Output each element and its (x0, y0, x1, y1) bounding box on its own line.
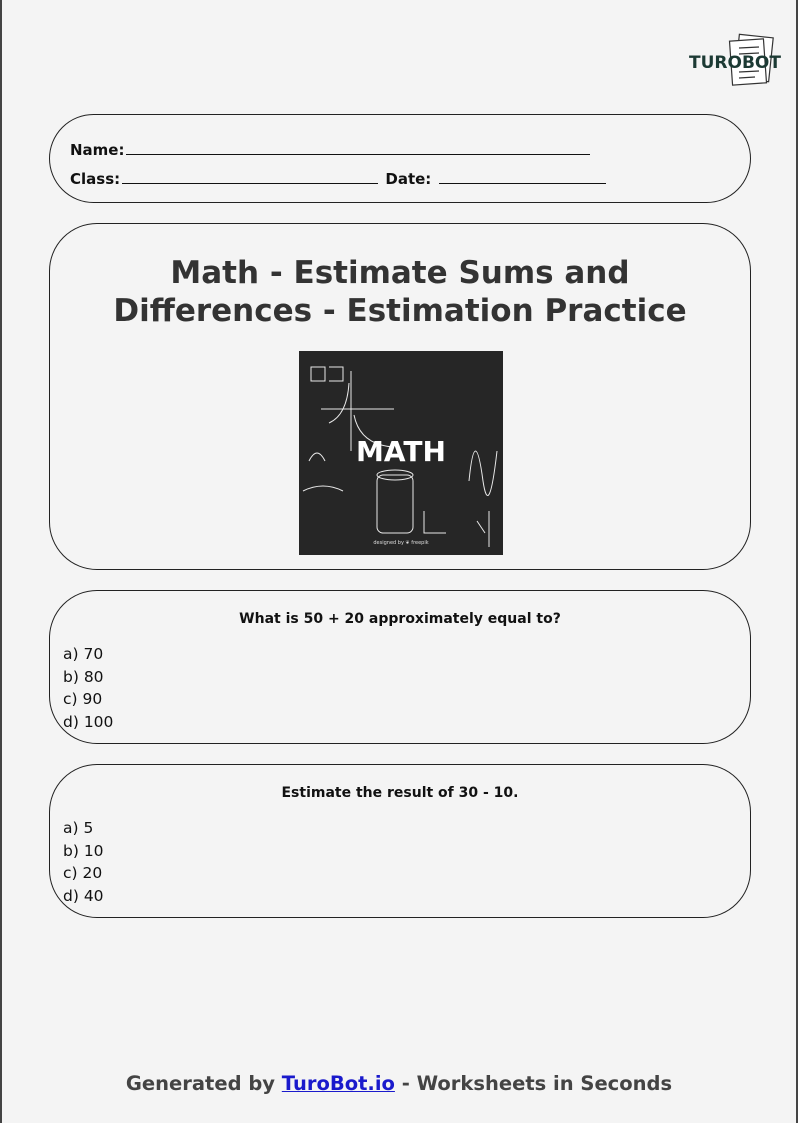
option-a[interactable]: a) 5 (63, 819, 94, 837)
title-line-2: Differences - Estimation Practice (113, 293, 687, 329)
math-word: MATH (356, 435, 446, 468)
option-b[interactable]: b) 80 (63, 667, 104, 686)
name-label: Name: (70, 141, 125, 159)
footer-prefix: Generated by (125, 1072, 282, 1095)
class-input-line[interactable] (122, 169, 378, 184)
image-credit: designed by ❦ freepik (373, 540, 429, 546)
option-a[interactable]: a) 70 (63, 645, 104, 663)
option-b[interactable]: b) 10 (63, 841, 104, 860)
worksheet-title (50, 254, 750, 330)
name-row (70, 140, 590, 159)
question-card-2 (49, 764, 751, 918)
student-info-box (49, 114, 751, 203)
date-label: Date: (385, 170, 432, 188)
option-c[interactable]: c) 20 (63, 864, 103, 883)
footer (2, 1072, 796, 1095)
class-date-row (70, 169, 606, 188)
answer-options (63, 643, 113, 734)
title-box (49, 223, 751, 570)
name-input-line[interactable] (126, 140, 590, 155)
option-c[interactable]: c) 90 (63, 690, 103, 709)
date-input-line[interactable] (439, 169, 606, 184)
class-label: Class: (70, 170, 121, 188)
math-chalkboard-image (299, 351, 503, 555)
title-line-1: Math - Estimate Sums and (170, 255, 630, 291)
turobot-link[interactable]: TuroBot.io (281, 1072, 395, 1095)
turobot-logo (689, 34, 781, 90)
option-d[interactable]: d) 40 (63, 887, 104, 906)
question-text: Estimate the result of 30 - 10. (281, 785, 519, 801)
footer-suffix: - Worksheets in Seconds (394, 1072, 673, 1095)
option-d[interactable]: d) 100 (63, 713, 114, 732)
logo-text: TUROBOT (689, 53, 781, 73)
question-card-1 (49, 590, 751, 744)
answer-options (63, 817, 104, 908)
question-text: What is 50 + 20 approximately equal to? (239, 611, 561, 627)
